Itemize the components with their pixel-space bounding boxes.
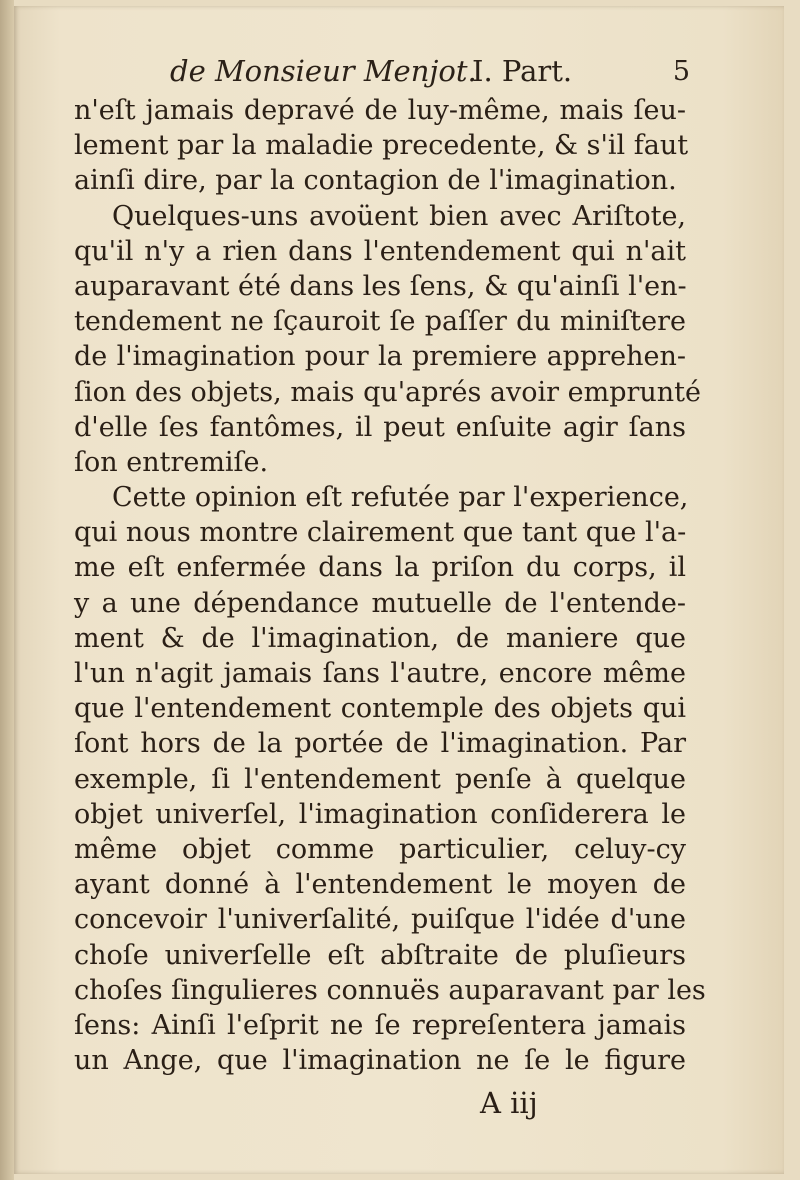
text-line: ſens: Ainſi l'eſprit ne ſe repreſentera jamais [74, 1009, 686, 1041]
text-line: un Ange, que l'imagination ne ſe le figure [74, 1045, 686, 1077]
text-line: ayant donné à l'entendement le moyen de [74, 869, 686, 901]
text-line: de l'imagination pour la premiere apprehen- [74, 341, 686, 373]
body-text [74, 93, 706, 1078]
text-line: l'un n'agit jamais ſans l'autre, encore même [74, 658, 686, 689]
text-line: y a une dépendance mutuelle de l'entende- [74, 587, 686, 619]
text-line: que l'entendement contemple des objets qui [74, 693, 686, 725]
text-line: exemple, ſi l'entendement penſe à quelque [74, 763, 686, 795]
signature-mark: A iij [480, 1086, 538, 1120]
text-line: tendement ne ſçauroit ſe paſſer du miniſtere [74, 306, 686, 338]
text-line: ſion des objets, mais qu'aprés avoir emprunté [74, 376, 701, 408]
text-line: qui nous montre clairement que tant que l'a- [74, 517, 687, 549]
page-number: 5 [672, 56, 690, 87]
text-line: ſont hors de la portée de l'imagination. Par [74, 728, 686, 760]
text-line: auparavant été dans les ſens, & qu'ainſi l'en- [74, 270, 687, 302]
text-line: choſes ſingulieres connuës auparavant par les [74, 974, 706, 1006]
running-header [170, 54, 690, 94]
text-line: objet univerſel, l'imagination conſiderera le [74, 798, 686, 830]
text-line: me eſt enfermée dans la priſon du corps, il [74, 552, 686, 584]
text-line: ainſi dire, par la contagion de l'imagination. [74, 165, 677, 197]
text-line: même objet comme particulier, celuy-cy [74, 833, 686, 865]
text-line: d'elle ſes fantômes, il peut enſuite agir ſans [74, 411, 686, 443]
text-line: ſon entremiſe. [74, 446, 269, 478]
part-label: I. Part. [472, 54, 573, 88]
page-gutter [0, 0, 14, 1180]
text-line: ment & de l'imagination, de maniere que [74, 622, 686, 654]
text-line: lement par la maladie precedente, & s'il faut [74, 130, 689, 162]
text-line: Quelques-uns avoüent bien avec Ariſtote, [112, 200, 686, 232]
text-line: choſe univerſelle eſt abſtraite de pluſieurs [74, 939, 686, 971]
text-line: concevoir l'univerſalité, puiſque l'idée d'une [74, 904, 686, 936]
running-title: de Monsieur Menjot. [170, 54, 477, 88]
text-line: n'eſt jamais depravé de luy-même, mais ſeu- [74, 95, 686, 126]
text-line: qu'il n'y a rien dans l'entendement qui n'ait [74, 235, 686, 267]
text-line: Cette opinion eſt refutée par l'experience, [112, 482, 689, 514]
